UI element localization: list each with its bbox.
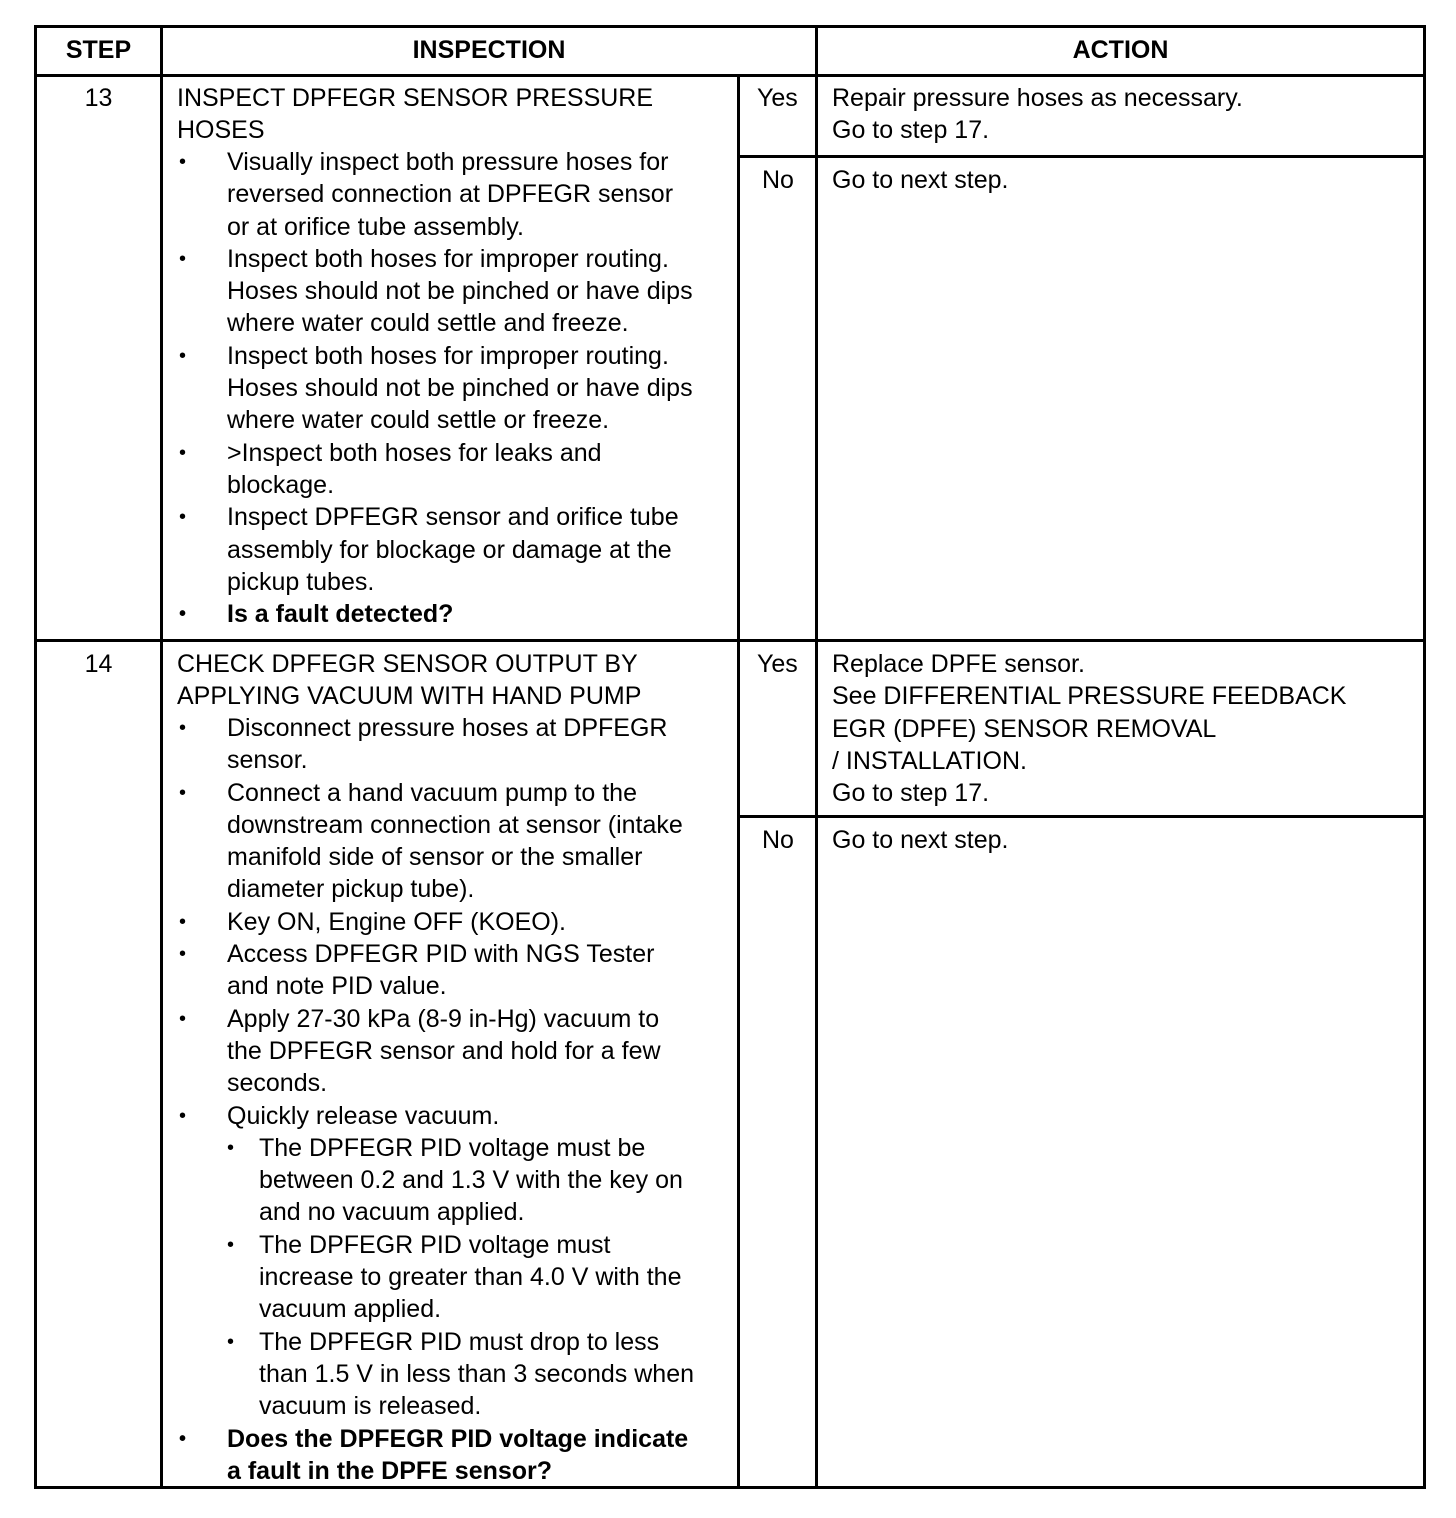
action-line: Repair pressure hoses as necessary. (832, 84, 1243, 112)
row13-title-line: INSPECT DPFEGR SENSOR PRESSURE (177, 84, 654, 112)
row13-title-line: HOSES (177, 116, 265, 145)
bullet-line: • Inspect both hoses for improper routing. (227, 244, 669, 273)
row14-inspection-list (177, 712, 694, 1487)
bullet-line: sensor. (227, 746, 308, 775)
bullet-line: • The DPFEGR PID must drop to less (259, 1327, 660, 1356)
row14-yes-label: Yes (757, 650, 798, 678)
bullet-line: • Does the DPFEGR PID voltage indicate (227, 1424, 689, 1453)
bullet-item (177, 501, 693, 598)
bullet-line: where water could settle and freeze. (227, 309, 629, 338)
row14-no-label: No (762, 826, 794, 854)
bullet-line: vacuum is released. (259, 1392, 482, 1421)
bullet-line: assembly for blockage or damage at the (227, 535, 672, 564)
header-action: ACTION (1072, 36, 1169, 64)
bullet-line: • Access DPFEGR PID with NGS Tester (227, 940, 655, 969)
bullet-line: than 1.5 V in less than 3 seconds when (259, 1359, 695, 1388)
bullet-line: between 0.2 and 1.3 V with the key on (259, 1166, 683, 1195)
bullet-line: and no vacuum applied. (259, 1198, 525, 1227)
row14-no-action: Go to next step. (832, 826, 1009, 854)
row14-yes-divider (737, 815, 1423, 818)
row13-yes-label: Yes (757, 84, 798, 112)
bullet-line: pickup tubes. (227, 567, 375, 596)
action-line: / INSTALLATION. (832, 746, 1027, 775)
bullet-item (177, 906, 694, 938)
bullet-line: • Is a fault detected? (227, 600, 454, 629)
bullet-line: • Inspect both hoses for improper routing. (227, 341, 669, 370)
header-divider (37, 74, 1423, 77)
bullet-line: Hoses should not be pinched or have dips (227, 277, 693, 306)
bullet-line: downstream connection at sensor (intake (227, 810, 683, 839)
bullet-line: seconds. (227, 1069, 328, 1098)
bullet-line: Hoses should not be pinched or have dips (227, 374, 693, 403)
row14-title (177, 648, 641, 713)
row13-no-label: No (762, 166, 794, 194)
bullet-line: a fault in the DPFE sensor? (227, 1456, 553, 1485)
step-number-13: 13 (84, 84, 113, 112)
row13-inspection-list (177, 146, 693, 630)
bullet-line: • Disconnect pressure hoses at DPFEGR (227, 714, 668, 742)
bullet-line: vacuum applied. (259, 1295, 442, 1324)
col-divider-step (160, 28, 163, 1486)
bullet-line: diameter pickup tube). (227, 875, 475, 904)
bullet-line: • The DPFEGR PID voltage must be (259, 1133, 646, 1162)
bullet-item (177, 243, 693, 340)
bullet-line: • The DPFEGR PID voltage must (259, 1230, 611, 1259)
step-number-14: 14 (84, 650, 113, 678)
sub-bullet-item (177, 1326, 694, 1423)
bullet-item (177, 340, 693, 437)
bullet-item (177, 1423, 694, 1488)
bullet-item (177, 1100, 694, 1132)
header-step: STEP (65, 36, 132, 64)
row13-yes-divider (737, 155, 1423, 158)
bullet-item (177, 146, 693, 243)
bullet-item (177, 712, 694, 777)
row13-yes-action (832, 82, 1243, 147)
row13-no-action: Go to next step. (832, 166, 1009, 194)
bullet-line: increase to greater than 4.0 V with the (259, 1263, 682, 1292)
action-line: Go to step 17. (832, 116, 990, 145)
bullet-item (177, 938, 694, 1003)
bullet-item (177, 437, 693, 502)
col-divider-yesno (737, 74, 740, 1486)
action-line: Go to step 17. (832, 779, 990, 808)
row14-title-line: CHECK DPFEGR SENSOR OUTPUT BY (177, 650, 638, 678)
bullet-line: and note PID value. (227, 972, 447, 1001)
bullet-line: • Quickly release vacuum. (227, 1101, 500, 1130)
action-line: Replace DPFE sensor. (832, 650, 1085, 678)
diagnostic-table (34, 25, 1426, 1489)
bullet-line: where water could settle or freeze. (227, 406, 610, 435)
action-line: See DIFFERENTIAL PRESSURE FEEDBACK (832, 682, 1347, 711)
col-divider-action (815, 28, 818, 1486)
bullet-item (177, 777, 694, 906)
row-divider (37, 639, 1423, 642)
action-line: EGR (DPFE) SENSOR REMOVAL (832, 714, 1217, 743)
row14-title-line: APPLYING VACUUM WITH HAND PUMP (177, 682, 642, 711)
bullet-line: • Visually inspect both pressure hoses for (227, 148, 669, 176)
header-inspection: INSPECTION (412, 36, 566, 64)
row14-yes-action (832, 648, 1346, 809)
sub-bullet-item (177, 1132, 694, 1229)
sub-bullet-item (177, 1229, 694, 1326)
bullet-line: • Key ON, Engine OFF (KOEO). (227, 907, 566, 936)
bullet-line: blockage. (227, 470, 335, 499)
bullet-line: • Inspect DPFEGR sensor and orifice tube (227, 503, 679, 532)
bullet-line: the DPFEGR sensor and hold for a few (227, 1036, 661, 1065)
bullet-line: manifold side of sensor or the smaller (227, 843, 643, 872)
bullet-item (177, 598, 693, 630)
bullet-line: • >Inspect both hoses for leaks and (227, 438, 602, 467)
bullet-line: or at orifice tube assembly. (227, 212, 524, 241)
row13-title (177, 82, 653, 147)
bullet-line: reversed connection at DPFEGR sensor (227, 180, 674, 209)
bullet-line: • Connect a hand vacuum pump to the (227, 778, 637, 807)
bullet-line: • Apply 27-30 kPa (8-9 in-Hg) vacuum to (227, 1004, 660, 1033)
bullet-item (177, 1003, 694, 1100)
